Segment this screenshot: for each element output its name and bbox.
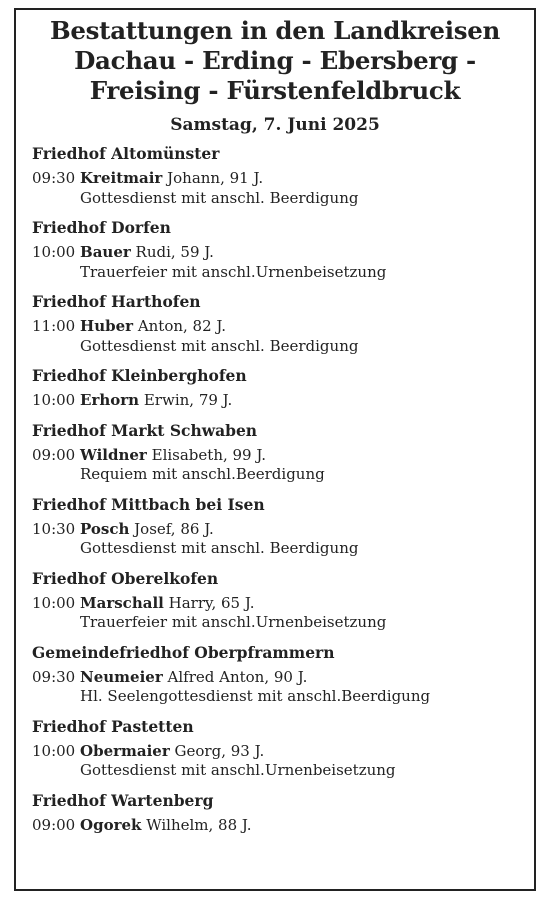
service-description: Hl. Seelengottesdienst mit anschl.Beerdigung xyxy=(80,687,431,705)
cemetery-block xyxy=(32,791,534,836)
cemetery-name: Gemeindefriedhof Oberpframmern xyxy=(32,642,335,662)
burial-line xyxy=(32,742,534,762)
title-line-2: Dachau - Erding - Ebersberg - xyxy=(74,46,476,75)
deceased-surname: Wildner xyxy=(80,445,147,464)
deceased-given-name-age: Alfred Anton, 90 J. xyxy=(167,667,308,686)
deceased-given-name-age: Elisabeth, 99 J. xyxy=(151,445,266,464)
burial-entry xyxy=(32,520,534,559)
cemetery-block xyxy=(32,366,534,411)
burial-time: 09:00 xyxy=(32,445,76,464)
cemetery-name: Friedhof Mittbach bei Isen xyxy=(32,494,265,514)
cemetery-name: Friedhof Harthofen xyxy=(32,292,201,311)
deceased-given-name-age: Rudi, 59 J. xyxy=(135,243,214,261)
deceased-surname: Ogorek xyxy=(80,815,142,834)
burial-time: 10:00 xyxy=(32,391,76,409)
burial-line xyxy=(32,243,534,263)
deceased-given-name-age: Georg, 93 J. xyxy=(174,741,265,760)
deceased-surname: Posch xyxy=(80,519,130,538)
cemetery-name: Friedhof Pastetten xyxy=(32,716,194,736)
title-line-3: Freising - Fürstenfeldbruck xyxy=(89,76,461,105)
deceased-given-name-age: Anton, 82 J. xyxy=(137,317,227,335)
cemetery-name: Friedhof Wartenberg xyxy=(32,790,214,810)
burial-entry xyxy=(32,391,534,411)
cemetery-name: Friedhof Altomünster xyxy=(32,144,220,163)
service-description: Trauerfeier mit anschl.Urnenbeisetzung xyxy=(80,613,387,631)
burial-time: 11:00 xyxy=(32,317,76,335)
burial-entry xyxy=(32,446,534,485)
deceased-surname: Erhorn xyxy=(80,391,140,409)
cemetery-name: Friedhof Dorfen xyxy=(32,218,171,237)
service-description: Gottesdienst mit anschl. Beerdigung xyxy=(80,539,359,557)
notice-frame xyxy=(14,8,536,891)
deceased-given-name-age: Josef, 86 J. xyxy=(134,519,214,538)
service-description: Gottesdienst mit anschl. Beerdigung xyxy=(80,336,359,355)
burial-line xyxy=(32,816,534,836)
burial-entry xyxy=(32,594,534,633)
deceased-given-name-age: Erwin, 79 J. xyxy=(143,391,233,409)
burial-entry xyxy=(32,742,534,781)
burial-time: 09:30 xyxy=(32,667,76,686)
burial-time: 09:30 xyxy=(32,169,76,187)
cemetery-block xyxy=(32,292,534,356)
burial-line xyxy=(32,391,534,411)
deceased-given-name-age: Harry, 65 J. xyxy=(168,593,255,612)
deceased-surname: Marschall xyxy=(80,593,164,612)
cemetery-name: Friedhof Oberelkofen xyxy=(32,568,219,588)
cemetery-block xyxy=(32,144,534,208)
burial-entry xyxy=(32,668,534,707)
cemetery-block xyxy=(32,421,534,485)
cemetery-block xyxy=(32,569,534,633)
deceased-given-name-age: Wilhelm, 88 J. xyxy=(146,815,252,834)
burial-time: 10:00 xyxy=(32,593,76,612)
cemetery-block xyxy=(32,643,534,707)
burial-entry xyxy=(32,816,534,836)
deceased-surname: Huber xyxy=(80,317,134,335)
service-description: Trauerfeier mit anschl.Urnenbeisetzung xyxy=(80,262,387,281)
deceased-surname: Obermaier xyxy=(80,741,170,760)
burial-line xyxy=(32,317,534,337)
cemetery-name: Friedhof Markt Schwaben xyxy=(32,420,258,440)
cemetery-block xyxy=(32,495,534,559)
burial-entry xyxy=(32,317,534,356)
service-description: Gottesdienst mit anschl. Beerdigung xyxy=(80,188,359,207)
burial-time: 10:00 xyxy=(32,741,76,760)
notice-date: Samstag, 7. Juni 2025 xyxy=(170,115,380,135)
service-description: Gottesdienst mit anschl.Urnenbeisetzung xyxy=(80,761,396,779)
burial-line xyxy=(32,520,534,540)
service-description: Requiem mit anschl.Beerdigung xyxy=(80,465,325,483)
deceased-given-name-age: Johann, 91 J. xyxy=(167,169,264,187)
deceased-surname: Kreitmair xyxy=(80,169,163,187)
burial-line xyxy=(32,169,534,189)
notice-header xyxy=(16,16,534,136)
burial-line xyxy=(32,668,534,688)
burial-line xyxy=(32,594,534,614)
deceased-surname: Neumeier xyxy=(80,667,163,686)
cemetery-block xyxy=(32,717,534,781)
burial-entry xyxy=(32,243,534,282)
burial-time: 09:00 xyxy=(32,815,76,834)
cemetery-name: Friedhof Kleinberghofen xyxy=(32,366,247,385)
cemetery-block xyxy=(32,218,534,282)
burial-entry xyxy=(32,169,534,208)
burial-time: 10:30 xyxy=(32,519,76,538)
cemetery-list xyxy=(16,144,534,835)
burial-time: 10:00 xyxy=(32,243,76,261)
title-line-1: Bestattungen in den Landkreisen xyxy=(49,16,501,45)
deceased-surname: Bauer xyxy=(80,243,131,261)
burial-line xyxy=(32,446,534,466)
